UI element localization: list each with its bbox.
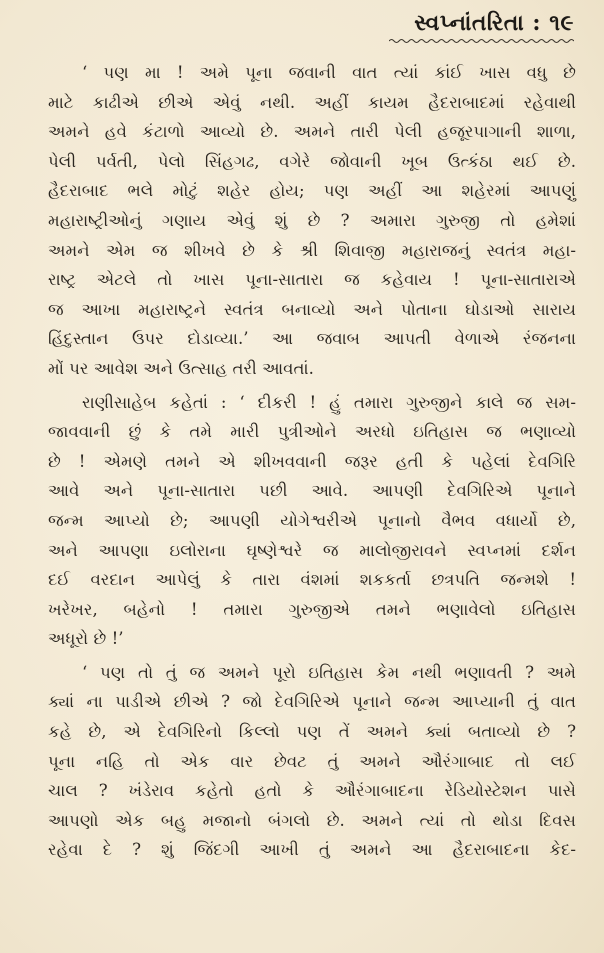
text-line: આવે અને પૂના-સાતારા પછી આવે. આપણી દેવગિરિએ પૂનાને xyxy=(48,481,576,501)
text-line: દઈ વરદાન આપેલું કે તારા વંશમાં શકકર્તા છત્રપતિ જન્મશે ! xyxy=(48,570,576,590)
decorative-wavy-rule xyxy=(389,38,574,44)
text-line: આપણો એક બહુ મજાનો બંગલો છે. અમને ત્યાં તો થોડા દિવસ xyxy=(48,810,576,830)
text-line: જન્મ આપ્યો છે; આપણી યોગેશ્વરીએ પૂનાનો વૈભવ વધાર્યો છે, xyxy=(48,510,576,530)
text-line: જાવવાની છું કે તમે મારી પુત્રીઓને અરધો ઇતિહાસ જ ભણાવ્યો xyxy=(48,422,576,442)
paragraph-3 xyxy=(48,658,576,865)
text-line: હિંદુસ્તાન ઉપર દોડાવ્યા.’ આ જવાબ આપતી વેળાએ રંજનના xyxy=(48,329,576,349)
body-text xyxy=(48,58,576,869)
text-line: માટે કાઢીએ છીએ એવું નથી. અહીં કાયમ હૈદરાબાદમાં રહેવાથી xyxy=(48,92,576,112)
text-line: અમને હવે કંટાળો આવ્યો છે. અમને તારી પેલી હજૂરપાગાની શાળા, xyxy=(48,122,576,142)
text-line: પૂના નહિ તો એક વાર છેવટ તું અમને ઔરંગાબાદ તો લઈ xyxy=(48,751,576,771)
text-line: ‘ પણ મા ! અમે પૂના જવાની વાત ત્યાં કાંઈ ખાસ વધુ છે xyxy=(82,63,576,82)
text-line: મહારાષ્ટ્રીઓનું ગણાય એવું શું છે ? અમારા ગુરુજી તો હમેશાં xyxy=(48,210,576,230)
text-line: ચાલ ? ખંડેરાવ કહેતો હતો કે ઔરંગાબાદના રેડિયોસ્ટેશન પાસે xyxy=(48,781,576,801)
text-line: અધૂરો છે !’ xyxy=(48,629,124,649)
text-line: અને આપણા ઇલોરાના ઘૃષ્ણેશ્વરે જ માલોજીરાવને સ્વપ્નમાં દર્શન xyxy=(48,540,576,560)
text-line: છે ! એમણે તમને એ શીખવવાની જરૂર હતી કે પહેલાં દેવગિરિ xyxy=(48,451,576,471)
running-title: સ્વપ્નાંતરિતા : ૧૯ xyxy=(414,10,574,36)
text-line: રાણીસાહેબ કહેતાં : ‘ દીકરી ! હું તમારા ગુરુજીને કાલે જ સમ- xyxy=(82,392,576,412)
text-line: કહે છે, એ દેવગિરિનો કિલ્લો પણ તેં અમને ક્યાં બતાવ્યો છે ? xyxy=(48,722,576,742)
page-header xyxy=(389,10,574,44)
paragraph-1 xyxy=(48,58,576,384)
text-line: ક્યાં ના પાડીએ છીએ ? જો દેવગિરિએ પૂનાને જન્મ આપ્યાની તું વાત xyxy=(48,692,576,712)
text-line: પેલી પર્વતી, પેલો સિંહગઢ, વગેરે જોવાની ખૂબ ઉત્કંઠા થઈ છે. xyxy=(48,151,576,171)
text-line: અમને એમ જ શીખવે છે કે શ્રી શિવાજી મહારાજનું સ્વતંત્ર મહા- xyxy=(48,240,576,260)
text-line: ખરેખર, બહેનો ! તમારા ગુરુજીએ તમને ભણાવેલો ઇતિહાસ xyxy=(48,599,576,619)
text-line: મોં પર આવેશ અને ઉત્સાહ તરી આવતાં. xyxy=(48,358,314,378)
text-line: રહેવા દે ? શું જિંદગી આખી તું અમને આ હૈદરાબાદના કેદ- xyxy=(48,840,576,860)
text-line: ‘ પણ તો તું જ અમને પૂરો ઇતિહાસ કેમ નથી ભણાવતી ? અમે xyxy=(82,662,576,682)
paragraph-2 xyxy=(48,388,576,654)
text-line: રાષ્ટ્ર એટલે તો ખાસ પૂના-સાતારા જ કહેવાય ! પૂના-સાતારાએ xyxy=(48,270,576,290)
text-line: હૈદરાબાદ ભલે મોટું શહેર હોય; પણ અહીં આ શહેરમાં આપણું xyxy=(48,181,576,201)
text-line: જ આખા મહારાષ્ટ્રને સ્વતંત્ર બનાવ્યો અને પોતાના ઘોડાઓ સારાય xyxy=(48,299,576,319)
